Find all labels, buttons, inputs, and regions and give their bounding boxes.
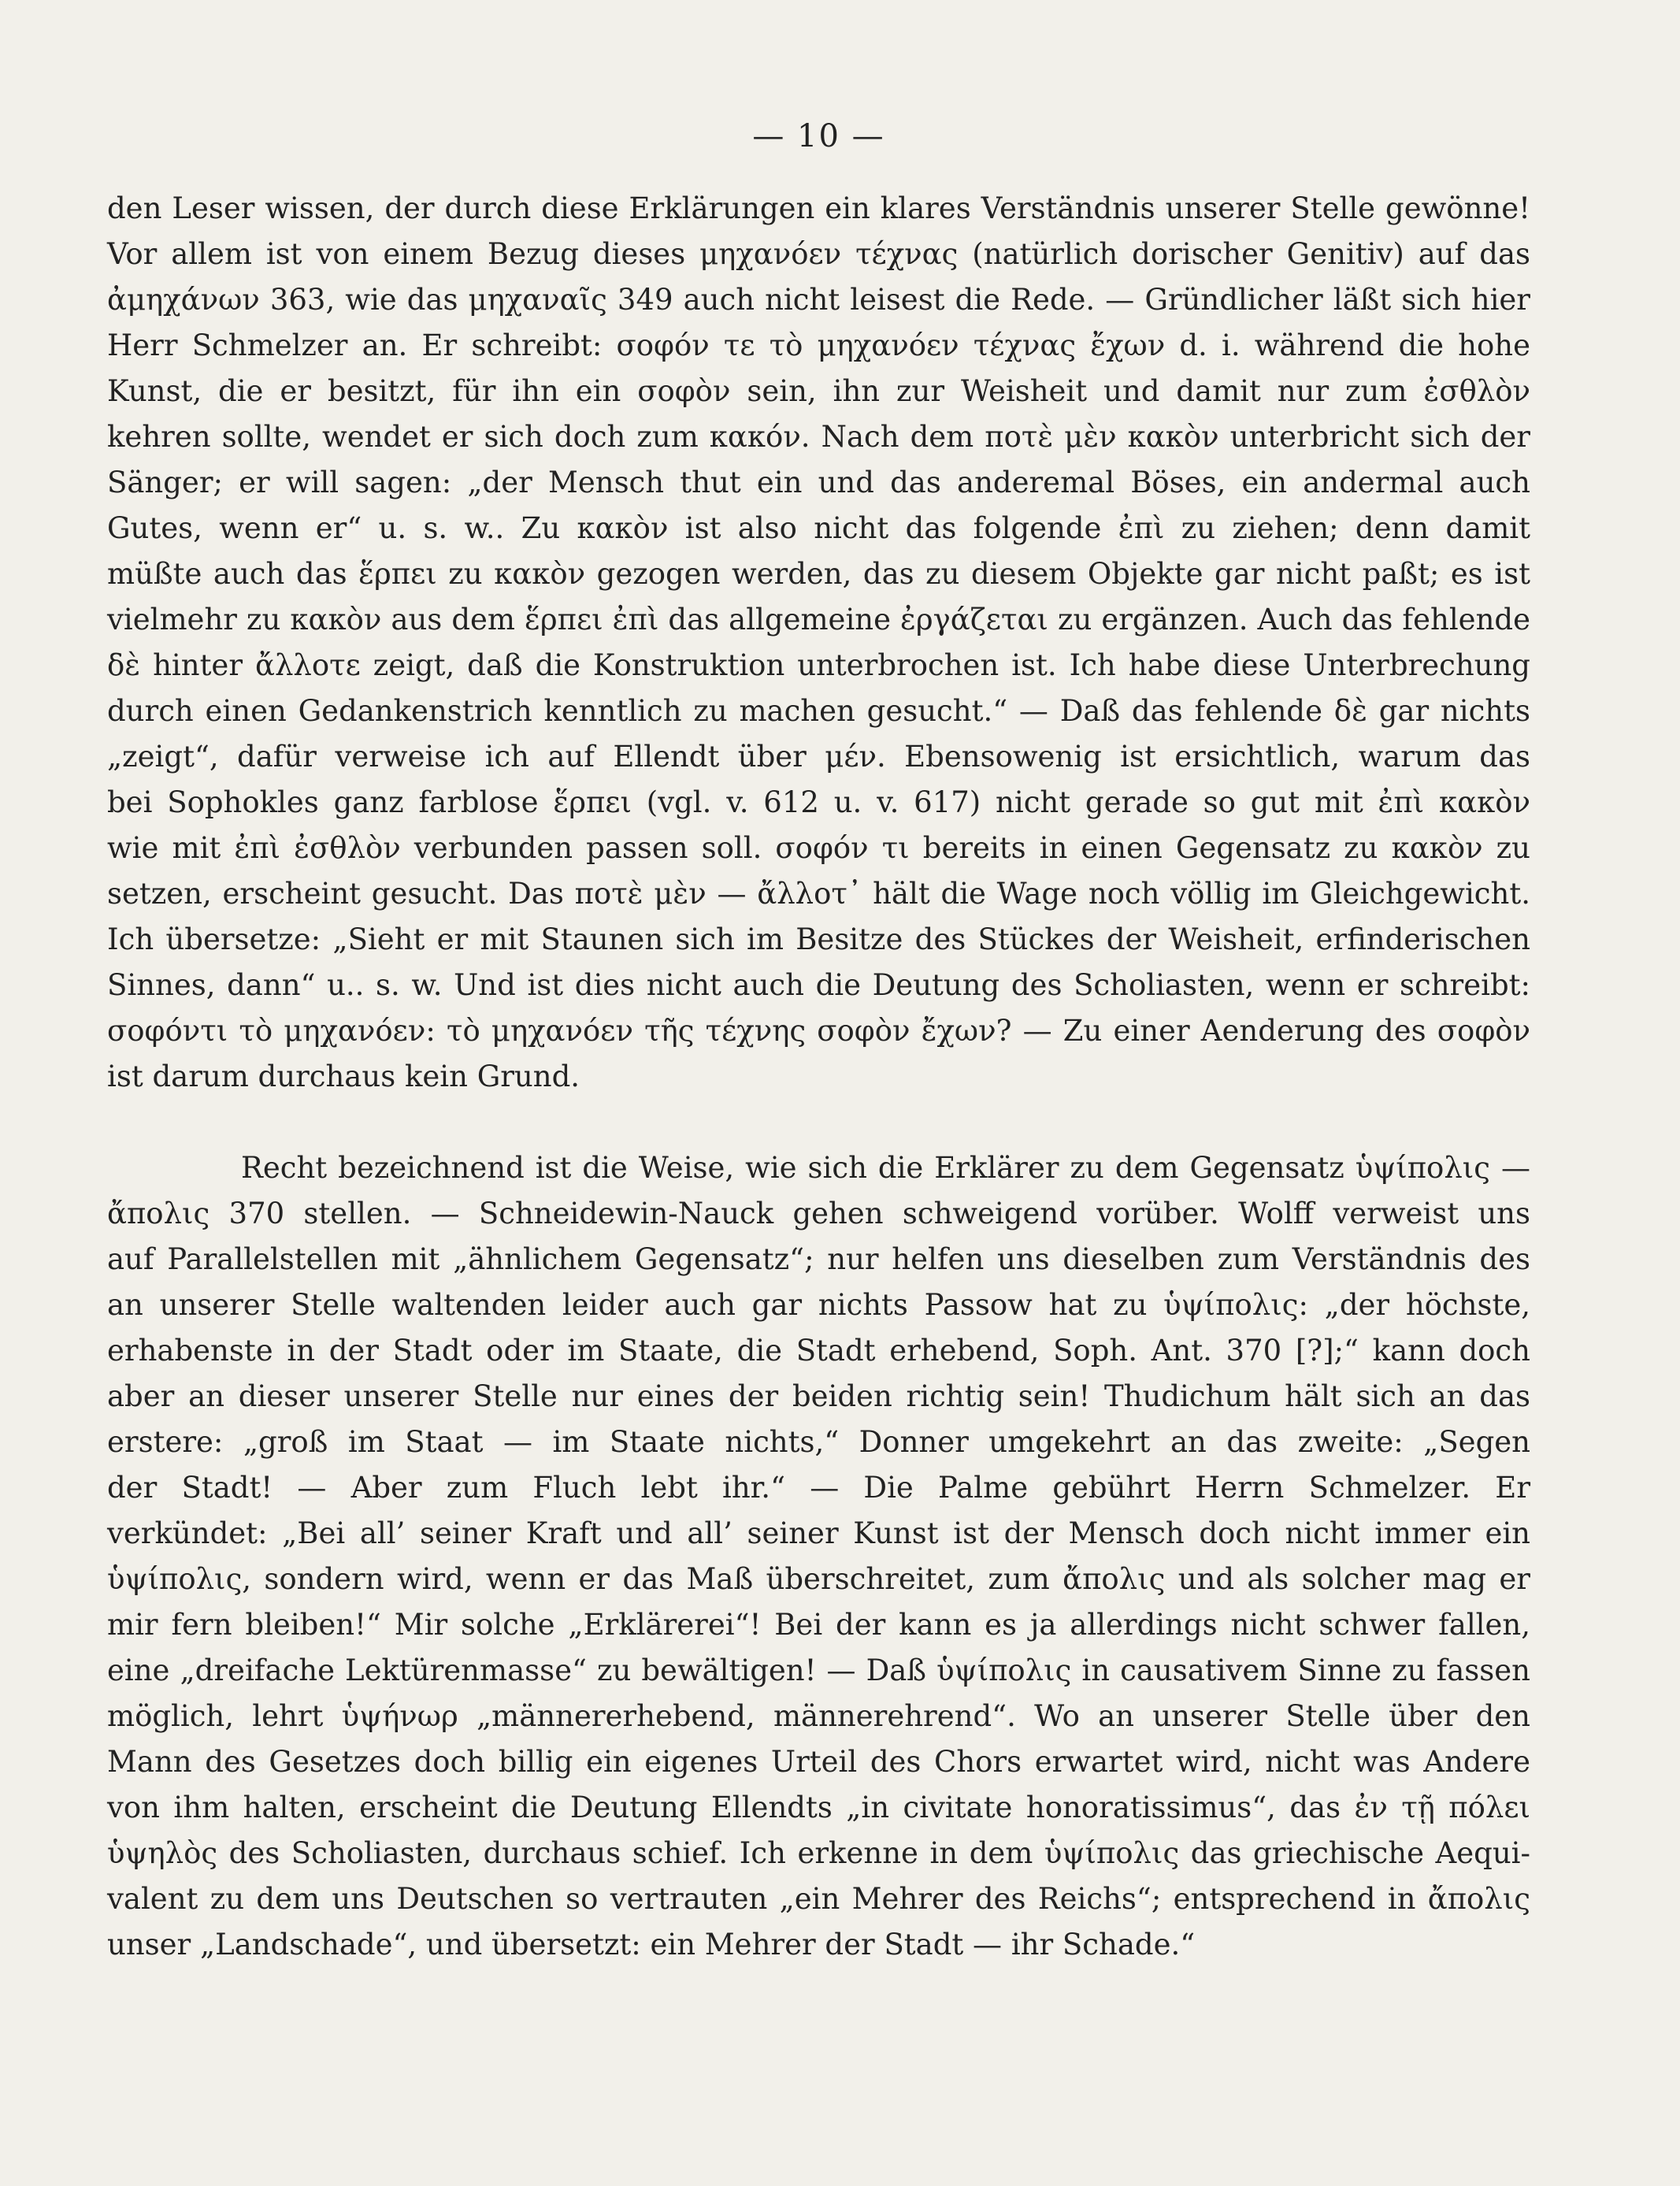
text-line: erhabenste in der Stadt oder im Staate, die Stadt erhebend, Soph. Ant. 370 [?];“ kann doch bbox=[107, 1334, 1530, 1368]
text-line: Mann des Gesetzes doch billig ein eigenes Urteil des Chors erwartet wird, nicht was Andere bbox=[107, 1745, 1530, 1779]
text-line: mir fern bleiben!“ Mir solche „Erklärerei“! Bei der kann es ja allerdings nicht schwer fallen, bbox=[107, 1608, 1530, 1642]
text-line: setzen, erscheint gesucht. Das ποτὲ μὲν — ἄλλοτ᾽ hält die Wage noch völlig im Gleichgewicht. bbox=[107, 877, 1530, 911]
text-line: kehren sollte, wendet er sich doch zum κακόν. Nach dem ποτὲ μὲν κακὸν unterbricht sich der bbox=[107, 420, 1530, 454]
text-line: ἄπολις 370 stellen. — Schneidewin-Nauck gehen schweigend vorüber. Wolff verweist uns bbox=[107, 1197, 1530, 1230]
text-line: ὑψηλὸς des Scholiasten, durchaus schief. Ich erkenne in dem ὑψίπολις das griechische Aequi- bbox=[107, 1836, 1530, 1870]
text-line: σοφόντι τὸ μηχανόεν: τὸ μηχανόεν τῆς τέχνης σοφὸν ἔχων? — Zu einer Aenderung des σοφὸν bbox=[107, 1014, 1530, 1048]
text-line: Sänger; er will sagen: „der Mensch thut ein und das anderemal Böses, ein andermal auch bbox=[107, 466, 1530, 499]
text-line: Vor allem ist von einem Bezug dieses μηχανόεν τέχνας (natürlich dorischer Genitiv) auf das bbox=[107, 237, 1530, 271]
text-line: „zeigt“, dafür verweise ich auf Ellendt über μέν. Ebensowenig ist ersichtlich, warum das bbox=[107, 740, 1530, 774]
text-line: durch einen Gedankenstrich kenntlich zu machen gesucht.“ — Daß das fehlende δὲ gar nichts bbox=[107, 694, 1530, 728]
text-line: erstere: „groß im Staat — im Staate nichts,“ Donner umgekehrt an das zweite: „Segen bbox=[107, 1425, 1530, 1459]
text-line: ist darum durchaus kein Grund. bbox=[107, 1060, 580, 1093]
text-line: bei Sophokles ganz farblose ἕρπει (vgl. v. 612 u. v. 617) nicht gerade so gut mit ἐπὶ κακὸν bbox=[107, 785, 1530, 819]
text-line: δὲ hinter ἄλλοτε zeigt, daß die Konstruktion unterbrochen ist. Ich habe diese Unterbrechung bbox=[107, 648, 1530, 682]
text-line: Sinnes, dann“ u.. s. w. Und ist dies nicht auch die Deutung des Scholiasten, wenn er schreibt: bbox=[107, 968, 1530, 1002]
text-line: ἀμηχάνων 363, wie das μηχαναῖς 349 auch nicht leisest die Rede. — Gründlicher läßt sich hier bbox=[107, 283, 1530, 317]
text-line: müßte auch das ἕρπει zu κακὸν gezogen werden, das zu diesem Objekte gar nicht paßt; es ist bbox=[107, 557, 1530, 591]
text-line: vielmehr zu κακὸν aus dem ἕρπει ἐπὶ das allgemeine ἐργάζεται zu ergänzen. Auch das fehlende bbox=[107, 603, 1530, 637]
text-line: der Stadt! — Aber zum Fluch lebt ihr.“ — Die Palme gebührt Herrn Schmelzer. Er bbox=[107, 1471, 1530, 1505]
text-line: aber an dieser unserer Stelle nur eines der beiden richtig sein! Thudichum hält sich an das bbox=[107, 1379, 1530, 1413]
text-line: auf Parallelstellen mit „ähnlichem Gegensatz“; nur helfen uns dieselben zum Verständnis des bbox=[107, 1242, 1530, 1276]
text-line: verkündet: „Bei all’ seiner Kraft und all’ seiner Kunst ist der Mensch doch nicht immer ein bbox=[107, 1516, 1530, 1550]
text-line: den Leser wissen, der durch diese Erklärungen ein klares Verständnis unserer Stelle gewönne! bbox=[107, 191, 1530, 225]
text-line: unser „Landschade“, und übersetzt: ein Mehrer der Stadt — ihr Schade.“ bbox=[107, 1928, 1196, 1961]
paragraph bbox=[107, 186, 1530, 1100]
text-line: Recht bezeichnend ist die Weise, wie sich die Erklärer zu dem Gegensatz ὑψίπολις — bbox=[241, 1151, 1530, 1185]
text-line: wie mit ἐπὶ ἐσθλὸν verbunden passen soll. σοφόν τι bereits in einen Gegensatz zu κακὸν zu bbox=[107, 831, 1530, 865]
text-line: Herr Schmelzer an. Er schreibt: σοφόν τε τὸ μηχανόεν τέχνας ἔχων d. i. während die hohe bbox=[107, 328, 1530, 362]
text-line: Ich übersetze: „Sieht er mit Staunen sich im Besitze des Stückes der Weisheit, erfinderischen bbox=[107, 922, 1530, 956]
text-line: eine „dreifache Lektürenmasse“ zu bewältigen! — Daß ὑψίπολις in causativem Sinne zu fassen bbox=[107, 1653, 1530, 1687]
text-line: an unserer Stelle waltenden leider auch gar nichts Passow hat zu ὑψίπολις: „der höchste, bbox=[107, 1288, 1530, 1322]
page-number: — 10 — bbox=[752, 118, 885, 154]
paragraph bbox=[107, 1145, 1530, 1968]
text-line: von ihm halten, erscheint die Deutung Ellendts „in civitate honoratissimus“, das ἐν τῇ πόλει bbox=[107, 1791, 1530, 1824]
text-line: Kunst, die er besitzt, für ihn ein σοφὸν sein, ihn zur Weisheit und damit nur zum ἐσθλὸν bbox=[107, 374, 1530, 408]
text-line: ὑψίπολις, sondern wird, wenn er das Maß überschreitet, zum ἄπολις und als solcher mag er bbox=[107, 1562, 1530, 1596]
text-line: Gutes, wenn er“ u. s. w.. Zu κακὸν ist also nicht das folgende ἐπὶ zu ziehen; denn damit bbox=[107, 511, 1530, 545]
text-line: valent zu dem uns Deutschen so vertrauten „ein Mehrer des Reichs“; entsprechend in ἄπολις bbox=[107, 1882, 1530, 1916]
text-line: möglich, lehrt ὑψήνωρ „männererhebend, männerehrend“. Wo an unserer Stelle über den bbox=[107, 1699, 1530, 1733]
